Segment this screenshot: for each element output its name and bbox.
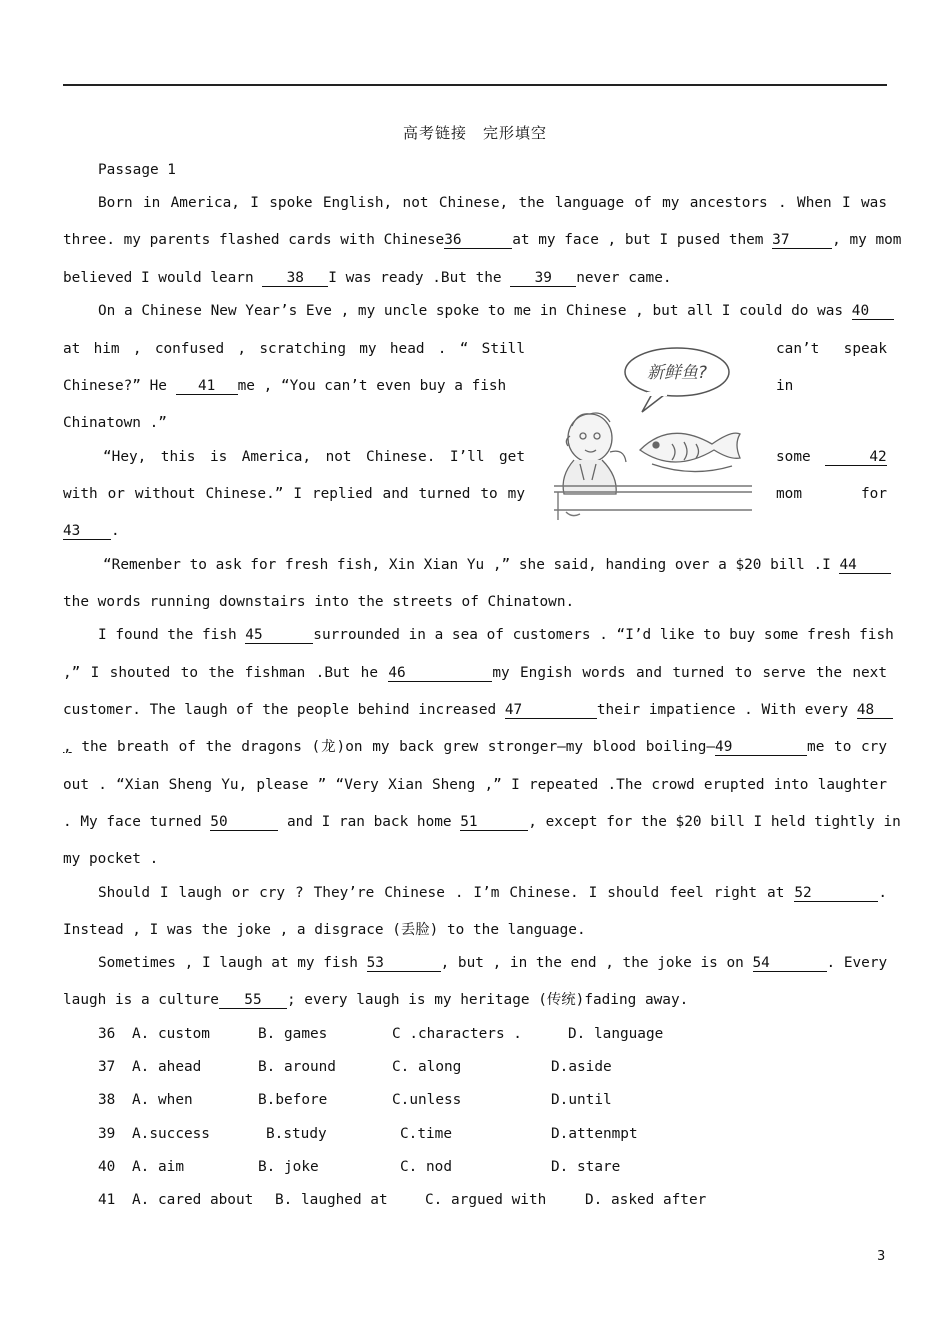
option-a: A. aim [132,1159,184,1175]
para5-line1: I found the fish 45 surrounded in a sea of customers . “I’d like to buy some fresh fish [98,627,894,643]
option-b: B.study [266,1126,327,1142]
blank-42: 42 [825,449,887,466]
blank-43: 43 [63,523,111,540]
para1-line1: Born in America, I spoke English, not Chinese, the language of my ancestors . When I was [98,195,887,211]
option-c: C. argued with [425,1192,547,1208]
boy-figure [563,413,626,494]
blank-41: 41 [176,378,238,395]
option-a: A. when [132,1092,193,1108]
option-a: A. ahead [132,1059,202,1075]
para3-line1-left: “Hey, this is America, not Chinese. I’ll get [103,449,525,465]
para6-line2: Instead , I was the joke , a disgrace (丢脸) to the language. [63,922,586,938]
para5-line4: , the breath of the dragons (龙)on my back grew stronger—my blood boiling—49 me to cry [63,739,887,755]
blank-38: 38 [262,270,328,287]
para2-line2-left: at him , confused , scratching my head . “ Still [63,341,525,357]
option-b: B. around [258,1059,336,1075]
para3-line2-left: with or without Chinese.” I replied and turned to my [63,486,525,502]
option-number: 36 [98,1026,116,1042]
option-c: C.time [400,1126,452,1142]
option-b: B. laughed at [275,1192,388,1208]
option-c: C. nod [400,1159,452,1175]
bubble-text: 新鲜鱼? [646,363,708,383]
para3-line3: 43 . [63,523,120,539]
option-d: D. asked after [585,1192,707,1208]
header-rule [63,84,887,86]
option-d: D. stare [551,1159,621,1175]
para1-line2: three. my parents flashed cards with Chinese36 at my face , but I pused them 37 , my mom [63,232,902,248]
cartoon-illustration [552,340,752,522]
option-d: D. language [568,1026,664,1042]
blank-40: 40 [852,303,894,320]
para3-line2-right: mom for [776,486,887,502]
option-b: B.before [258,1092,328,1108]
blank-50: 50 [210,814,278,831]
option-c: C. along [392,1059,462,1075]
para2-line3-left: Chinese?” He 41 me , “You can’t even buy a fish [63,378,507,394]
para2-line2-right: can’t speak [776,341,887,357]
para5-line3: customer. The laugh of the people behind increased 47 their impatience . With every 48 [63,700,887,720]
option-c: C.unless [392,1092,462,1108]
blank-51: 51 [460,814,528,831]
fish-icon [640,433,740,471]
blank-45: 45 [245,627,313,644]
option-d: D.until [551,1092,612,1108]
para2-line1: On a Chinese New Year’s Eve , my uncle spoke to me in Chinese , but all I could do was 40 [98,301,887,321]
para4-line2: the words running downstairs into the streets of Chinatown. [63,594,575,610]
option-number: 39 [98,1126,116,1142]
option-a: A.success [132,1126,210,1142]
page-number: 3 [877,1249,886,1264]
blank-54: 54 [753,955,827,972]
option-b: B. joke [258,1159,319,1175]
option-number: 37 [98,1059,116,1075]
para5-line5: out . “Xian Sheng Yu, please ” “Very Xian Sheng ,” I repeated .The crowd erupted into laughter [63,777,887,793]
option-d: D.aside [551,1059,612,1075]
option-a: A. custom [132,1026,210,1042]
para1-line3: believed I would learn 38 I was ready .But the 39 never came. [63,270,672,286]
para7-line2: laugh is a culture 55 ; every laugh is my heritage (传统)fading away. [63,992,689,1008]
para7-line1: Sometimes , I laugh at my fish 53 , but , in the end , the joke is on 54 . Every [98,955,888,971]
option-d: D.attenmpt [551,1126,638,1142]
blank-55: 55 [219,992,287,1009]
blank-49: 49 [715,739,807,756]
para5-line2: ,” I shouted to the fishman .But he 46 my Engish words and turned to serve the next [63,665,887,681]
blank-36: 36 [444,232,512,249]
para3-line1-right: some 42 [776,449,887,465]
option-c: C .characters . [392,1026,522,1042]
option-number: 41 [98,1192,116,1208]
option-a: A. cared about [132,1192,254,1208]
blank-44: 44 [839,557,891,574]
para6-line1: Should I laugh or cry ? They’re Chinese . I’m Chinese. I should feel right at 52 . [98,885,887,901]
passage-label: Passage 1 [98,162,176,178]
para5-line6: . My face turned 50 and I ran back home 51 , except for the $20 bill I held tightly in [63,814,901,830]
option-number: 38 [98,1092,116,1108]
blank-37: 37 [772,232,832,249]
blank-39: 39 [510,270,576,287]
blank-46: 46 [388,665,492,682]
para2-line4: Chinatown .” [63,415,167,431]
option-b: B. games [258,1026,328,1042]
para5-line7: my pocket . [63,851,159,867]
blank-52: 52 [794,885,878,902]
blank-48: 48 [857,702,893,719]
para4-line1: “Remenber to ask for fresh fish, Xin Xian Yu ,” she said, handing over a $20 bill .I 44 [103,555,887,575]
para2-line3-right: in [776,378,794,394]
blank-53: 53 [367,955,441,972]
blank-47: 47 [505,702,597,719]
option-number: 40 [98,1159,116,1175]
page-title: 高考链接 完形填空 [402,124,547,142]
